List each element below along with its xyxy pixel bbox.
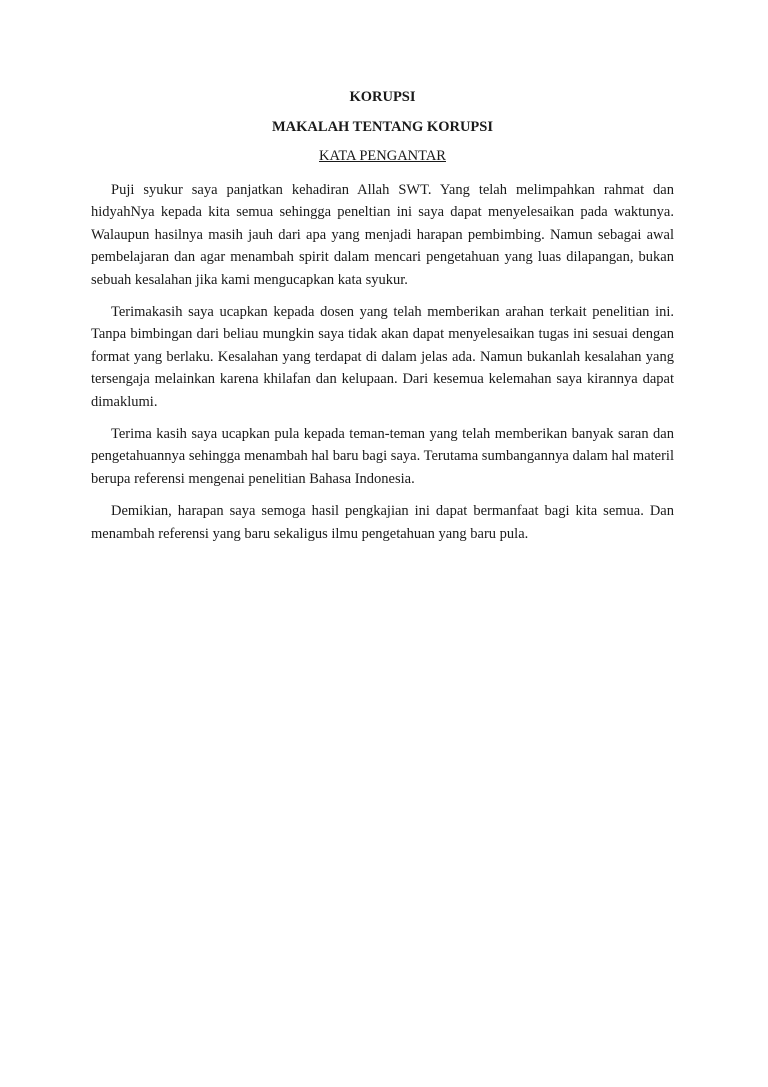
paragraph: Demikian, harapan saya semoga hasil pengkajian ini dapat bermanfaat bagi kita semua. Dan menambah referensi yang baru sekaligus ilmu pengetahuan yang baru pula. — [91, 503, 674, 542]
document-body — [91, 88, 674, 555]
paragraph: Terima kasih saya ucapkan pula kepada teman-teman yang telah memberikan banyak saran dan pengetahuannya sehingga menambah hal baru bagi saya. Terutama sumbangannya dalam hal materil berupa referensi mengenai penelitian Bahasa Indonesia. — [91, 426, 674, 487]
document-subtitle: MAKALAH TENTANG KORUPSI — [271, 119, 493, 135]
section-heading: KATA PENGANTAR — [319, 148, 446, 164]
paragraph: Puji syukur saya panjatkan kehadiran Allah SWT. Yang telah melimpahkan rahmat dan hidyahNya kepada kita semua sehingga peneltian ini saya dapat menyelesaikan pada waktunya. Walaupun hasilnya masih jauh dari apa yang menjadi harapan pembimbing. Namun sebagai awal pembelajaran dan agar menambah spirit dalam mencari pengetahuan yang luas dilapangan, bukan sebuah kesalahan jika kami mengucapkan kata syukur. — [91, 182, 674, 288]
document-title: KORUPSI — [349, 89, 416, 105]
paragraph: Terimakasih saya ucapkan kepada dosen yang telah memberikan arahan terkait penelitian ini. Tanpa bimbingan dari beliau mungkin saya tidak akan dapat menyelesaikan tugas ini sesuai dengan format yang berlaku. Kesalahan yang terdapat di dalam jelas ada. Namun bukanlah kesalahan yang tersengaja melainkan karena khilafan dan kelupaan. Dari kesemua kelemahan saya kirannya dapat dimaklumi. — [91, 304, 674, 410]
